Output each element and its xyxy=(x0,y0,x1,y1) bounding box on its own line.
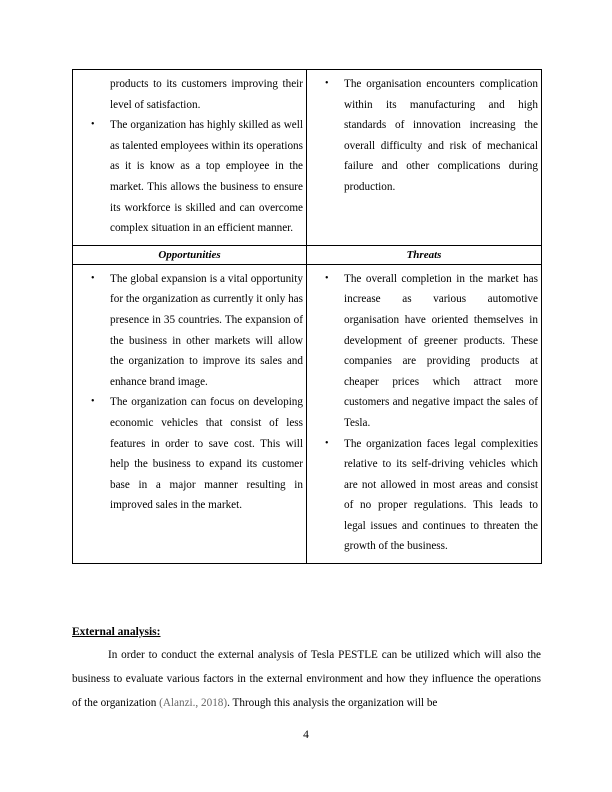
weaknesses-list xyxy=(307,74,538,198)
external-analysis-section xyxy=(72,626,541,715)
threats-list xyxy=(307,269,538,557)
swot-header-row xyxy=(73,245,542,264)
list-item-text: The organisation encounters complication within its manufacturing and high standards of innovation increasing the overall difficulty and risk of mechanical failure and other complications during production. xyxy=(344,78,538,193)
bullet-icon: • xyxy=(91,396,95,408)
bullet-icon: • xyxy=(91,119,95,131)
swot-row-strengths-weaknesses xyxy=(73,70,542,246)
paragraph-text: In order to conduct the external analysis of Tesla PESTLE can be utilized which will also the business to evaluate various factors in the external environment and how they influence the operations of the organization xyxy=(72,649,541,709)
strengths-cell xyxy=(73,70,307,246)
list-item-text: The organization faces legal complexities relative to its self-driving vehicles which are not allowed in most areas and consist of no proper regulations. This leads to legal issues and continues to threaten the growth of the business. xyxy=(344,437,538,553)
list-item-text: The overall completion in the market has increase as various automotive organisation have oriented themselves in development of greener products. These companies are providing products at cheaper prices which attract more customers and negative impact the sales of Tesla. xyxy=(344,272,538,429)
list-item xyxy=(307,434,538,558)
section-heading: External analysis: xyxy=(72,626,161,638)
bullet-icon: • xyxy=(325,78,329,89)
body-paragraph xyxy=(72,644,541,715)
threats-header: Threats xyxy=(307,245,542,264)
list-item-text: The global expansion is a vital opportunity for the organization as currently it only has presence in 35 countries. The expansion of the business in other markets will allow the organization to improve its sales and enhance brand image. xyxy=(110,272,303,388)
swot-row-opportunities-threats xyxy=(73,264,542,563)
bullet-icon: • xyxy=(325,272,329,284)
list-item xyxy=(73,269,303,393)
swot-table xyxy=(72,69,542,564)
list-item-text: products to its customers improving their level of satisfaction. xyxy=(110,78,303,111)
list-item xyxy=(307,74,538,198)
list-item xyxy=(73,74,303,115)
page-number: 4 xyxy=(303,729,309,741)
opportunities-header: Opportunities xyxy=(73,245,307,264)
strengths-list xyxy=(73,74,303,239)
bullet-icon: • xyxy=(325,437,329,449)
list-item-text: The organization can focus on developing economic vehicles that consist of less features in order to save cost. This will help the business to expand its customer base in a major manner resulting in improved sales in the market. xyxy=(110,396,303,512)
threats-cell xyxy=(307,264,542,563)
list-item xyxy=(73,392,303,516)
list-item xyxy=(307,269,538,434)
list-item xyxy=(73,115,303,239)
bullet-icon: • xyxy=(91,272,95,284)
citation: (Alanzi., 2018) xyxy=(159,696,228,709)
paragraph-text-continued: . Through this analysis the organization will be xyxy=(227,696,438,709)
weaknesses-cell xyxy=(307,70,542,246)
opportunities-list xyxy=(73,269,303,516)
opportunities-cell xyxy=(73,264,307,563)
list-item-text: The organization has highly skilled as well as talented employees within its operations as it is know as a top employee in the market. This allows the business to ensure its workforce is skilled and can overcome complex situation in an efficient manner. xyxy=(110,119,303,235)
